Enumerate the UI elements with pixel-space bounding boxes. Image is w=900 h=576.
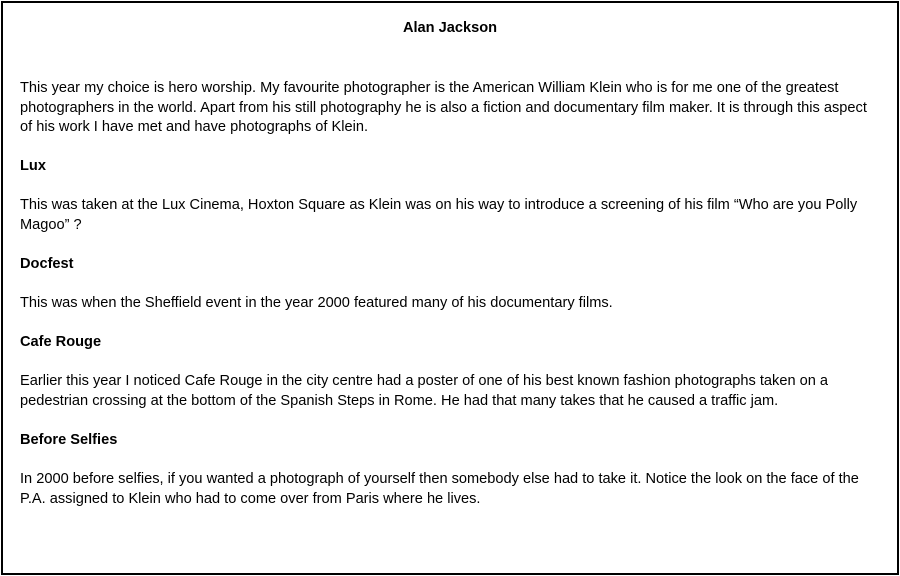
section-body-lux: This was taken at the Lux Cinema, Hoxton Square as Klein was on his way to introduce a screening of his film “Who are you Polly Magoo” ? [20,197,858,233]
section-body-docfest: This was when the Sheffield event in the year 2000 featured many of his documentary films. [20,295,613,311]
document-title: Alan Jackson [402,20,498,36]
section-heading-before-selfies: Before Selfies [20,432,118,448]
section-heading-docfest: Docfest [20,256,74,272]
intro-paragraph: This year my choice is hero worship. My favourite photographer is the American William Klein who is for me one of the greatest photographers in the world. Apart from his still photography he is also a fiction and documentary film maker. It is through this aspect of his work I have met and have photographs of Klein. [20,80,867,135]
section-heading-cafe-rouge: Cafe Rouge [20,334,102,350]
section-heading-lux: Lux [20,158,46,174]
section-body-cafe-rouge: Earlier this year I noticed Cafe Rouge in the city centre had a poster of one of his best known fashion photographs taken on a pedestrian crossing at the bottom of the Spanish Steps in Rome. He had that many takes that he caused a traffic jam. [20,373,829,409]
section-body-before-selfies: In 2000 before selfies, if you wanted a photograph of yourself then somebody else had to take it. Notice the look on the face of the P.A. assigned to Klein who had to come over from Paris where he lives. [20,471,859,507]
